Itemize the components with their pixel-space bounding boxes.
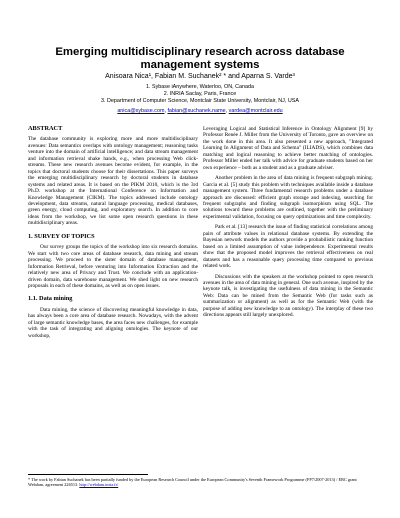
email-link-3[interactable]: vardea@montclair.edu (228, 108, 283, 114)
section-1-1-text: Data mining, the science of discovering meaningful knowledge in data, has always been a core area of database research. Nowadays, with the advent of large semantic knowledge bases, the area faces new challenges, for example with the task of integrating and aligning ontologies. The keynote of our workshop, (28, 306, 198, 339)
right-paragraph-1: Leveraging Logical and Statistical Inference in Ontology Alignment [9] by Professor Renée J. Miller from the University of Toronto, gave an overview on the work done in this area. It also presented a new approach, "Integrated Learning In Alignment of Data and Schema" (ILIADS), which combines data matching and logical reasoning to achieve better matching of ontologies. Professor Miller ended her talk with advice for graduate students based on her own experience – both as a student and as a graduate adviser. (203, 126, 373, 171)
paper-title: Emerging multidisciplinary research across database management systems (55, 46, 345, 71)
footnote-rule (28, 474, 148, 475)
section-1-1-heading: 1.1. Data mining (28, 295, 73, 303)
author-emails: anica@sybase.com, fabian@suchanek.name, vardea@montclair.edu (117, 108, 283, 114)
author-list: Anisoara Nica¹, Fabian M. Suchanek² * and Aparna S. Varde³ (105, 73, 295, 80)
email-link-2[interactable]: fabian@suchanek.name (167, 108, 226, 114)
right-paragraph-3: Park et al. [13] research the issue of finding statistical correlations among pairs of attribute values in relational database systems. By extending the Bayesian network models the authors provide a probabilistic ranking function based on a limited assumption of value independence. Experimental results show that the proposed model improves the retrieval effectiveness on real datasets and has a reasonable query processing time compared to previous related work. (203, 224, 373, 270)
affiliation-3: 3. Department of Computer Science, Montclair State University, Montclair, NJ, USA (101, 98, 299, 104)
footnote (28, 477, 373, 488)
right-paragraph-2: Another problem in the area of data mining is frequent subgraph mining. Garcia et al. [5] study this problem with techniques available inside a database management system. Three fundamental research problems under a database approach are discussed: efficient graph storage and indexing, searching for frequent subgraphs and finding subgraph isomorphism using SQL. The solutions toward these problems are outlined, together with the preliminary experimental validation, focusing on query optimizations and time complexity. (203, 175, 373, 220)
section-1-heading: 1. SURVEY OF TOPICS (28, 232, 95, 240)
right-paragraph-4: Discussions with the speakers at the workshop pointed to open research avenues in the area of data mining in general. One such avenue, inspired by the keynote talk, is investigating the usefulness of data mining in the Semantic Web: Data can be mined from the Semantic Web (for tasks such as summarization or alignment) as well as for the Semantic Web (with the purpose of adding new knowledge to an ontology). The interplay of these two directions appears still largely unexplored. (203, 273, 373, 319)
footnote-text: * The work by Fabian Suchanek has been partially funded by the European Research Council under the European Community's Seventh Framework Programme (FP7/2007-2013) / ERC grant Webdam, agreement 226513. (28, 477, 357, 488)
affiliation-1: 1. Sybase iAnywhere, Waterloo, ON, Canada (146, 84, 254, 90)
section-1-text: Our survey groups the topics of the workshop into six research domains. We start with two core areas of database research, data mining and stream processing. We proceed to the sister domain of database management, Information Retrieval, before venturing into Information Extraction and the relatively new area of Privacy and Trust. We conclude with an application-driven domain, data warehouse management. We shed light on new research proposals in each of these domains, as well as on open issues. (28, 244, 198, 289)
left-column (28, 126, 198, 339)
right-column (203, 126, 373, 319)
affiliation-2: 2. INRIA Saclay, Paris, France (163, 91, 237, 97)
footnote-link[interactable]: http://webdam.inria.fr/ (79, 482, 119, 488)
abstract-heading: ABSTRACT (28, 125, 63, 132)
email-link-1[interactable]: anica@sybase.com (117, 108, 165, 114)
abstract-text: The database community is exploring more and more multidisciplinary avenues: Data semantics overlaps with ontology management; reasoning tasks venture into the domain of artificial intelligence; and data stream management and information retrieval shake hands, e.g., when processing Web click-streams. These new research avenues become evident, for example, in the topics that doctoral students choose for their dissertations. This paper surveys the emerging multidisciplinary research by doctoral students in database systems and related areas. It is based on the PIKM 2010, which is the 3rd Ph.D. workshop at the International Conference on Information and Knowledge Management (CIKM). The topics addressed include ontology development, data streams, natural language processing, medical databases, green energy, cloud computing, and exploratory search. In addition to core ideas from the workshop, we list some open research questions in these multidisciplinary areas. (28, 136, 198, 227)
